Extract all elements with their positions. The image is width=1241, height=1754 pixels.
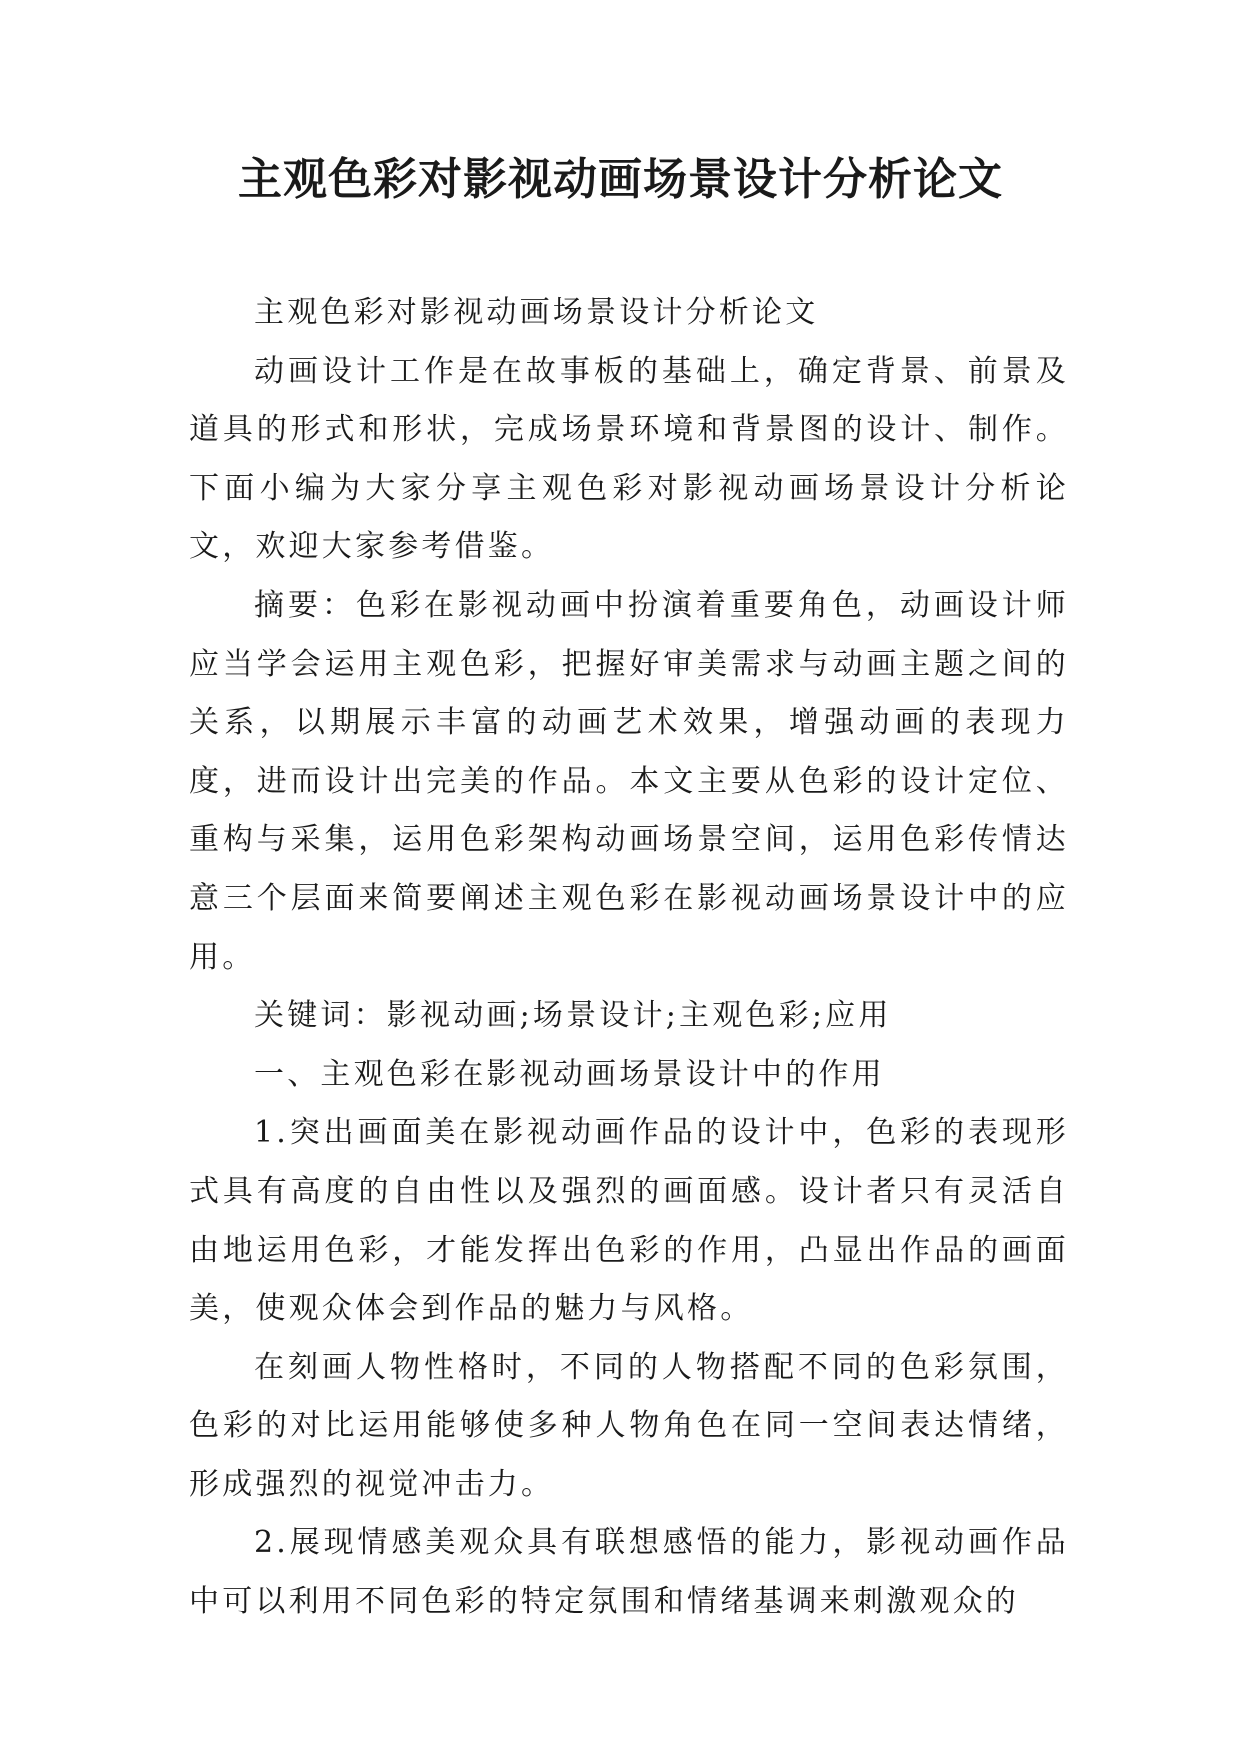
paragraph-section-1-1-cont: 在刻画人物性格时，不同的人物搭配不同的色彩氛围，色彩的对比运用能够使多种人物角色在同一空间表达情绪，形成强烈的视觉冲击力。	[189, 1349, 1069, 1502]
paragraph-section-1-1: 1.突出画面美在影视动画作品的设计中，色彩的表现形式具有高度的自由性以及强烈的画面感。设计者只有灵活自由地运用色彩，才能发挥出色彩的作用，凸显出作品的画面美，使观众体会到作品的魅力与风格。	[189, 1115, 1069, 1327]
document-body	[189, 284, 1069, 1632]
paragraph-subtitle: 主观色彩对影视动画场景设计分析论文	[254, 295, 819, 330]
document-title: 主观色彩对影视动画场景设计分析论文	[238, 154, 1003, 205]
paragraph-abstract: 摘要：色彩在影视动画中扮演着重要角色，动画设计师应当学会运用主观色彩，把握好审美需求与动画主题之间的关系，以期展示丰富的动画艺术效果，增强动画的表现力度，进而设计出完美的作品。本文主要从色彩的设计定位、重构与采集，运用色彩架构动画场景空间，运用色彩传情达意三个层面来简要阐述主观色彩在影视动画场景设计中的应用。	[189, 587, 1069, 975]
section-heading-1: 一、主观色彩在影视动画场景设计中的作用	[254, 1056, 885, 1092]
paragraph-section-1-2: 2.展现情感美观众具有联想感悟的能力，影视动画作品中可以利用不同色彩的特定氛围和情绪基调来刺激观众的	[189, 1525, 1069, 1620]
paragraph-keywords: 关键词：影视动画;场景设计;主观色彩;应用	[254, 998, 892, 1034]
paragraph-intro: 动画设计工作是在故事板的基础上，确定背景、前景及道具的形式和形状，完成场景环境和背景图的设计、制作。下面小编为大家分享主观色彩对影视动画场景设计分析论文，欢迎大家参考借鉴。	[189, 353, 1069, 565]
